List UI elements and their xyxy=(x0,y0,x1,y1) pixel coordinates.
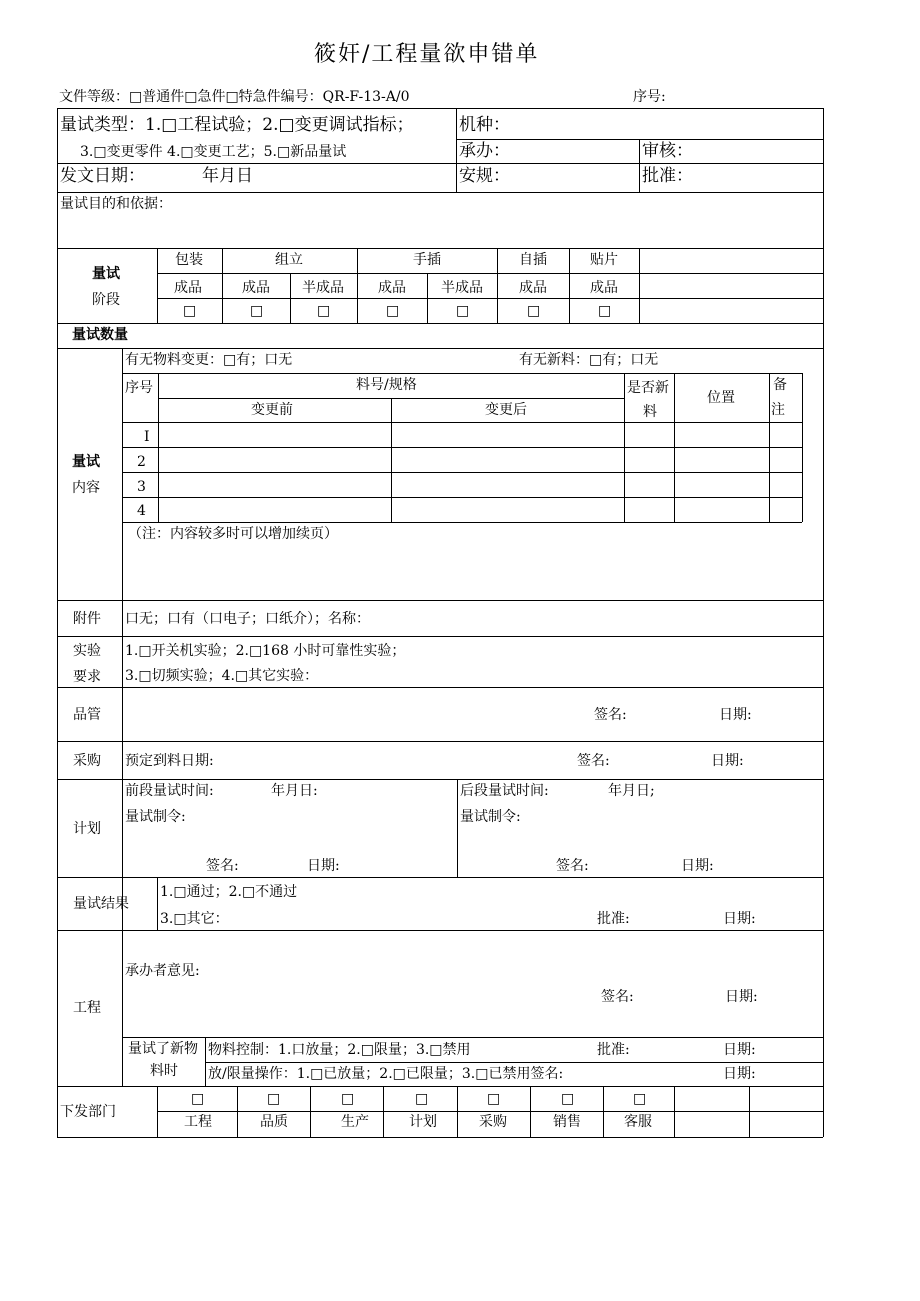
handler-label: 承办： xyxy=(459,141,510,161)
purchase-label: 采购 xyxy=(73,753,101,769)
stage-checkbox[interactable]: □ xyxy=(598,303,612,319)
dept-checkbox[interactable]: □ xyxy=(633,1091,647,1107)
result-approve: 批准: xyxy=(597,911,630,927)
test-options-line2: 3.□切频实验；4.□其它实验： xyxy=(125,668,319,684)
dept-checkbox[interactable]: □ xyxy=(415,1091,429,1107)
new-material-line: 有无新料：□有；口无 xyxy=(519,352,659,368)
issue-date-format: 年月日 xyxy=(202,166,253,186)
doc-level-line: 文件等级：□普通件□急件□特急件编号：QR-F-13-A/0 xyxy=(59,89,410,105)
stage-checkbox[interactable]: □ xyxy=(317,303,331,319)
col-serial: 序号 xyxy=(125,380,153,396)
approve-label: 批准： xyxy=(642,166,693,186)
back-sign: 签名: xyxy=(556,858,589,874)
distribution-label: 下发部门 xyxy=(60,1104,116,1120)
dept-sales: 销售 xyxy=(553,1114,581,1130)
stage-group-auto-insert: 自插 xyxy=(519,252,547,268)
stage-group-assembly: 组立 xyxy=(275,252,303,268)
front-date: 日期: xyxy=(307,858,340,874)
front-sign: 签名: xyxy=(206,858,239,874)
col-position: 位置 xyxy=(707,390,735,406)
front-trial-ymd: 年月日: xyxy=(271,783,318,799)
issue-date-label: 发文日期： xyxy=(60,166,145,186)
col-after: 变更后 xyxy=(485,402,527,418)
test-label-2: 要求 xyxy=(73,669,101,685)
content-note: （注：内容较多时可以增加续页） xyxy=(128,526,338,542)
stage-label-2: 阶段 xyxy=(92,292,120,308)
new-material-trial-1: 量试了新物 xyxy=(128,1041,198,1057)
back-trial-ymd: 年月日; xyxy=(608,783,655,799)
stage-sub: 成品 xyxy=(174,280,202,296)
front-trial-order: 量试制令: xyxy=(125,809,186,825)
purpose-label: 量试目的和依据： xyxy=(60,196,172,212)
test-label-1: 实验 xyxy=(73,643,101,659)
back-trial-order: 量试制令: xyxy=(460,809,521,825)
dept-checkbox[interactable]: □ xyxy=(487,1091,501,1107)
material-control-date: 日期: xyxy=(723,1042,756,1058)
col-part-spec: 料号/规格 xyxy=(356,377,417,393)
stage-group-manual-insert: 手插 xyxy=(413,252,441,268)
stage-sub: 半成品 xyxy=(441,280,483,296)
trial-type-line2: 3.□变更零件 4.□变更工艺；5.□新品量试 xyxy=(80,144,347,160)
dept-purchasing: 采购 xyxy=(479,1114,507,1130)
result-date: 日期: xyxy=(723,911,756,927)
safety-label: 安规： xyxy=(459,166,510,186)
test-options-line1: 1.□开关机实验；2.□168 小时可靠性实验； xyxy=(125,643,406,659)
engineering-sign: 签名: xyxy=(601,989,634,1005)
material-change-line: 有无物料变更：□有；口无 xyxy=(125,352,293,368)
qc-date: 日期: xyxy=(719,707,752,723)
stage-checkbox[interactable]: □ xyxy=(386,303,400,319)
content-label-1: 量试 xyxy=(72,454,100,470)
engineering-date: 日期: xyxy=(725,989,758,1005)
col-note-1: 备 xyxy=(773,377,787,393)
stage-sub: 成品 xyxy=(378,280,406,296)
col-new-material-1: 是否新 xyxy=(627,380,669,396)
row-number: 3 xyxy=(137,479,146,495)
col-before: 变更前 xyxy=(251,402,293,418)
dept-planning: 计划 xyxy=(409,1114,437,1130)
new-material-trial-2: 料时 xyxy=(150,1063,178,1079)
dept-checkbox[interactable]: □ xyxy=(191,1091,205,1107)
release-limit-operation-line: 放/限量操作：1.□已放量；2.□已限量；3.□已禁用签名: xyxy=(208,1066,564,1082)
dept-checkbox[interactable]: □ xyxy=(341,1091,355,1107)
qc-label: 品管 xyxy=(73,707,101,723)
stage-checkbox[interactable]: □ xyxy=(183,303,197,319)
stage-group-packing: 包装 xyxy=(175,252,203,268)
serial-number-label: 序号: xyxy=(633,89,666,105)
dept-customer-service: 客服 xyxy=(624,1114,652,1130)
stage-checkbox[interactable]: □ xyxy=(527,303,541,319)
back-trial-time: 后段量试时间: xyxy=(460,783,549,799)
review-label: 审核： xyxy=(642,141,693,161)
material-control-line: 物料控制：1.口放量；2.□限量；3.□禁用 xyxy=(208,1042,471,1058)
material-control-approve: 批准: xyxy=(597,1042,630,1058)
stage-sub: 成品 xyxy=(242,280,270,296)
col-new-material-2: 料 xyxy=(643,404,657,420)
dept-quality: 品质 xyxy=(260,1114,288,1130)
content-label-2: 内容 xyxy=(72,480,100,496)
stage-sub: 成品 xyxy=(519,280,547,296)
attachment-options: 口无；口有（口电子；口纸介）；名称： xyxy=(125,611,370,627)
col-note-2: 注 xyxy=(771,402,785,418)
stage-checkbox[interactable]: □ xyxy=(456,303,470,319)
row-number: 2 xyxy=(137,454,146,470)
row-number: I xyxy=(144,429,150,445)
release-limit-date: 日期: xyxy=(723,1066,756,1082)
back-date: 日期: xyxy=(681,858,714,874)
handler-opinion: 承办者意见: xyxy=(125,963,200,979)
quantity-label: 量试数量 xyxy=(72,327,128,343)
dept-production: 生产 xyxy=(341,1114,369,1130)
result-label: 量试结果 xyxy=(73,896,129,912)
front-trial-time: 前段量试时间: xyxy=(125,783,214,799)
stage-checkbox[interactable]: □ xyxy=(250,303,264,319)
model-label: 机种： xyxy=(459,115,510,135)
qc-sign: 签名: xyxy=(594,707,627,723)
row-number: 4 xyxy=(137,503,146,519)
stage-group-smt: 贴片 xyxy=(590,252,618,268)
attachment-label: 附件 xyxy=(73,611,101,627)
plan-label: 计划 xyxy=(73,821,101,837)
dept-checkbox[interactable]: □ xyxy=(267,1091,281,1107)
stage-label-1: 量试 xyxy=(92,266,120,282)
engineering-label: 工程 xyxy=(73,1000,101,1016)
purchase-date: 日期: xyxy=(711,753,744,769)
dept-engineering: 工程 xyxy=(184,1114,212,1130)
form-title: 筱奸/工程量欲申错单 xyxy=(314,42,540,67)
stage-sub: 成品 xyxy=(590,280,618,296)
arrival-date-label: 预定到料日期: xyxy=(125,753,214,769)
dept-checkbox[interactable]: □ xyxy=(561,1091,575,1107)
result-line1: 1.□通过；2.□不通过 xyxy=(160,884,298,900)
result-line2: 3.□其它： xyxy=(160,911,229,927)
purchase-sign: 签名: xyxy=(577,753,610,769)
stage-sub: 半成品 xyxy=(302,280,344,296)
trial-type-line1: 量试类型：1.□工程试验；2.□变更调试指标； xyxy=(60,115,414,135)
